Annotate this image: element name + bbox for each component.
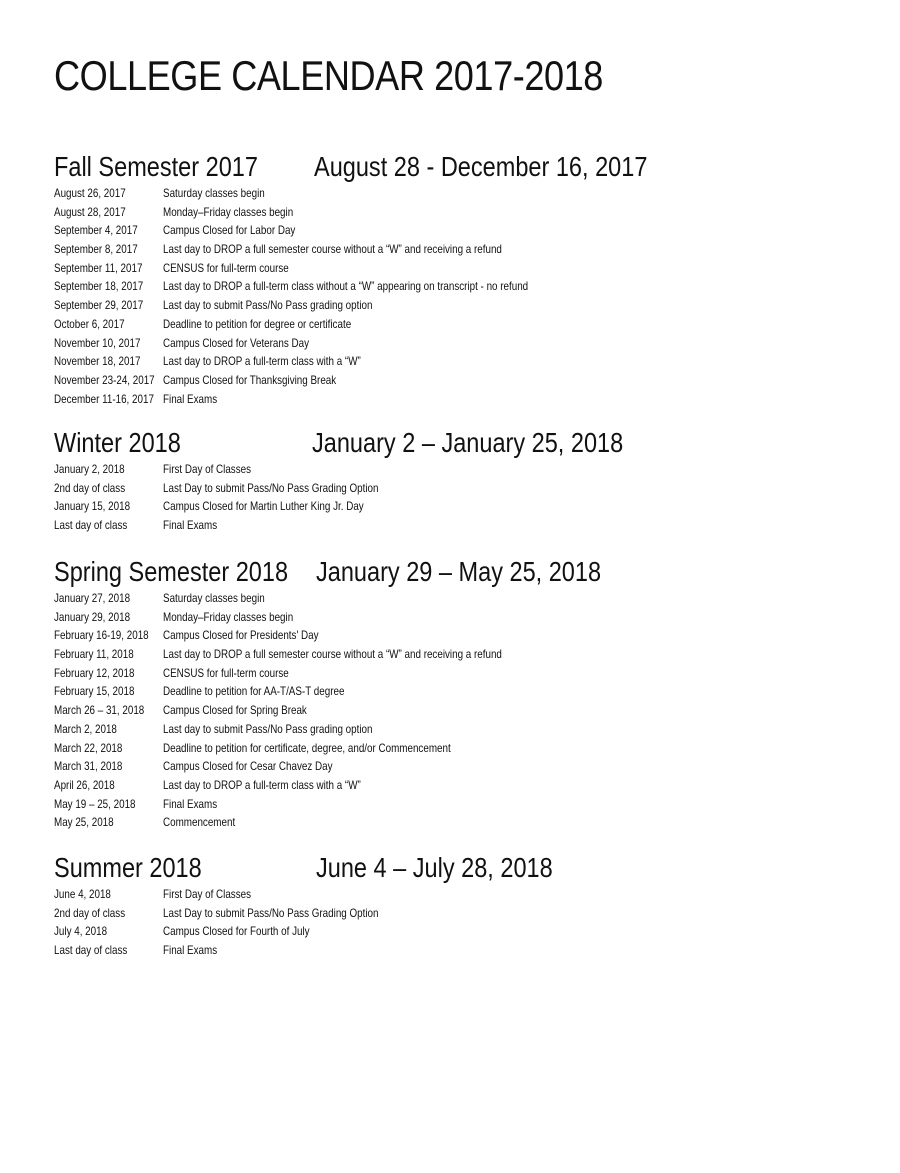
event-date: January 15, 2018 xyxy=(54,499,131,514)
event-description: Final Exams xyxy=(163,518,218,533)
event-description: Deadline to petition for AA-T/AS-T degree xyxy=(163,684,345,699)
event-description: Saturday classes begin xyxy=(163,186,265,200)
event-date: December 11-16, 2017 xyxy=(54,391,154,406)
event-row xyxy=(54,813,874,832)
section-title: Winter 2018 xyxy=(54,427,181,458)
event-row xyxy=(54,922,874,941)
event-date: March 2, 2018 xyxy=(54,721,117,736)
event-row xyxy=(54,941,874,960)
section-winter-2018 xyxy=(54,428,874,535)
page-title: COLLEGE CALENDAR 2017-2018 xyxy=(54,52,603,99)
section-spring-2018 xyxy=(54,557,874,832)
event-row xyxy=(54,479,874,498)
section-summer-2018 xyxy=(54,853,874,960)
event-description: Campus Closed for Fourth of July xyxy=(163,924,310,939)
event-description: Final Exams xyxy=(163,943,218,958)
event-date: September 29, 2017 xyxy=(54,298,144,313)
event-description: Deadline to petition for degree or certificate xyxy=(163,316,352,331)
event-description: Commencement xyxy=(163,815,236,830)
event-row xyxy=(54,664,874,683)
section-date-range: June 4 – July 28, 2018 xyxy=(316,852,553,883)
event-description: Last Day to submit Pass/No Pass Grading Option xyxy=(163,480,379,495)
event-description: Last day to DROP a full-term class with a “W” xyxy=(163,777,361,792)
event-date: September 11, 2017 xyxy=(54,260,143,275)
event-description: Campus Closed for Labor Day xyxy=(163,223,296,238)
event-date: September 4, 2017 xyxy=(54,223,138,238)
event-row xyxy=(54,352,874,371)
section-header xyxy=(54,428,874,460)
event-description: Last day to DROP a full-term class without a “W” appearing on transcript - no refund xyxy=(163,279,529,294)
section-header xyxy=(54,853,874,885)
event-description: Last day to submit Pass/No Pass grading option xyxy=(163,298,373,313)
event-description: First Day of Classes xyxy=(163,462,252,476)
event-description: CENSUS for full-term course xyxy=(163,665,289,680)
event-row xyxy=(54,904,874,923)
event-description: First Day of Classes xyxy=(163,887,252,901)
section-title: Summer 2018 xyxy=(54,852,202,883)
event-row xyxy=(54,757,874,776)
event-date: May 25, 2018 xyxy=(54,815,114,830)
event-row xyxy=(54,390,874,409)
event-date: February 16-19, 2018 xyxy=(54,628,149,643)
event-description: Monday–Friday classes begin xyxy=(163,204,294,219)
event-row xyxy=(54,608,874,627)
event-date: February 12, 2018 xyxy=(54,665,135,680)
event-description: Final Exams xyxy=(163,796,218,811)
event-row xyxy=(54,296,874,315)
event-date: August 26, 2017 xyxy=(54,186,126,200)
event-row xyxy=(54,795,874,814)
event-description: Saturday classes begin xyxy=(163,591,265,605)
event-date: October 6, 2017 xyxy=(54,316,125,331)
event-description: Campus Closed for Veterans Day xyxy=(163,335,310,350)
event-description: Deadline to petition for certificate, degree, and/or Commencement xyxy=(163,740,451,755)
event-row xyxy=(54,240,874,259)
event-description: Last day to DROP a full semester course without a “W” and receiving a refund xyxy=(163,647,502,662)
event-date: November 23-24, 2017 xyxy=(54,372,155,387)
section-date-range: January 2 – January 25, 2018 xyxy=(312,427,624,458)
section-header xyxy=(54,152,874,184)
event-date: Last day of class xyxy=(54,518,128,533)
event-date: 2nd day of class xyxy=(54,905,126,920)
event-date: March 26 – 31, 2018 xyxy=(54,703,145,718)
event-row xyxy=(54,645,874,664)
event-date: September 8, 2017 xyxy=(54,242,138,257)
event-description: Campus Closed for Spring Break xyxy=(163,703,307,718)
event-description: Campus Closed for Thanksgiving Break xyxy=(163,372,337,387)
event-description: Campus Closed for Martin Luther King Jr. Day xyxy=(163,499,364,514)
event-date: January 29, 2018 xyxy=(54,609,131,624)
section-date-range: January 29 – May 25, 2018 xyxy=(316,556,602,587)
event-description: Campus Closed for Cesar Chavez Day xyxy=(163,759,333,774)
event-row xyxy=(54,701,874,720)
event-date: November 10, 2017 xyxy=(54,335,141,350)
event-row xyxy=(54,720,874,739)
section-header xyxy=(54,557,874,589)
event-description: Final Exams xyxy=(163,391,218,406)
section-date-range: August 28 - December 16, 2017 xyxy=(314,151,648,182)
section-title: Fall Semester 2017 xyxy=(54,151,258,182)
event-row xyxy=(54,626,874,645)
event-date: January 27, 2018 xyxy=(54,591,131,605)
event-row xyxy=(54,334,874,353)
event-row xyxy=(54,460,874,479)
event-description: Last day to DROP a full-term class with a “W” xyxy=(163,354,361,369)
event-date: 2nd day of class xyxy=(54,480,126,495)
event-date: February 15, 2018 xyxy=(54,684,135,699)
event-row xyxy=(54,776,874,795)
event-date: February 11, 2018 xyxy=(54,647,134,662)
event-description: Monday–Friday classes begin xyxy=(163,609,294,624)
event-description: Last day to DROP a full semester course without a “W” and receiving a refund xyxy=(163,242,502,257)
event-date: November 18, 2017 xyxy=(54,354,141,369)
event-row xyxy=(54,315,874,334)
event-date: August 28, 2017 xyxy=(54,204,126,219)
event-row xyxy=(54,184,874,203)
event-row xyxy=(54,682,874,701)
event-row xyxy=(54,589,874,608)
event-row xyxy=(54,516,874,535)
event-date: April 26, 2018 xyxy=(54,777,115,792)
event-date: June 4, 2018 xyxy=(54,887,111,901)
event-description: Campus Closed for Presidents' Day xyxy=(163,628,319,643)
event-date: May 19 – 25, 2018 xyxy=(54,796,136,811)
event-description: Last day to submit Pass/No Pass grading option xyxy=(163,721,373,736)
event-date: January 2, 2018 xyxy=(54,462,125,476)
event-row xyxy=(54,221,874,240)
event-row xyxy=(54,497,874,516)
event-date: September 18, 2017 xyxy=(54,279,144,294)
event-date: Last day of class xyxy=(54,943,128,958)
event-row xyxy=(54,277,874,296)
section-fall-2017 xyxy=(54,152,874,408)
event-row xyxy=(54,259,874,278)
event-date: March 31, 2018 xyxy=(54,759,123,774)
event-row xyxy=(54,203,874,222)
event-description: CENSUS for full-term course xyxy=(163,260,289,275)
event-date: March 22, 2018 xyxy=(54,740,123,755)
event-date: July 4, 2018 xyxy=(54,924,108,939)
event-description: Last Day to submit Pass/No Pass Grading Option xyxy=(163,905,379,920)
event-row xyxy=(54,885,874,904)
event-row xyxy=(54,371,874,390)
event-row xyxy=(54,739,874,758)
section-title: Spring Semester 2018 xyxy=(54,556,289,587)
